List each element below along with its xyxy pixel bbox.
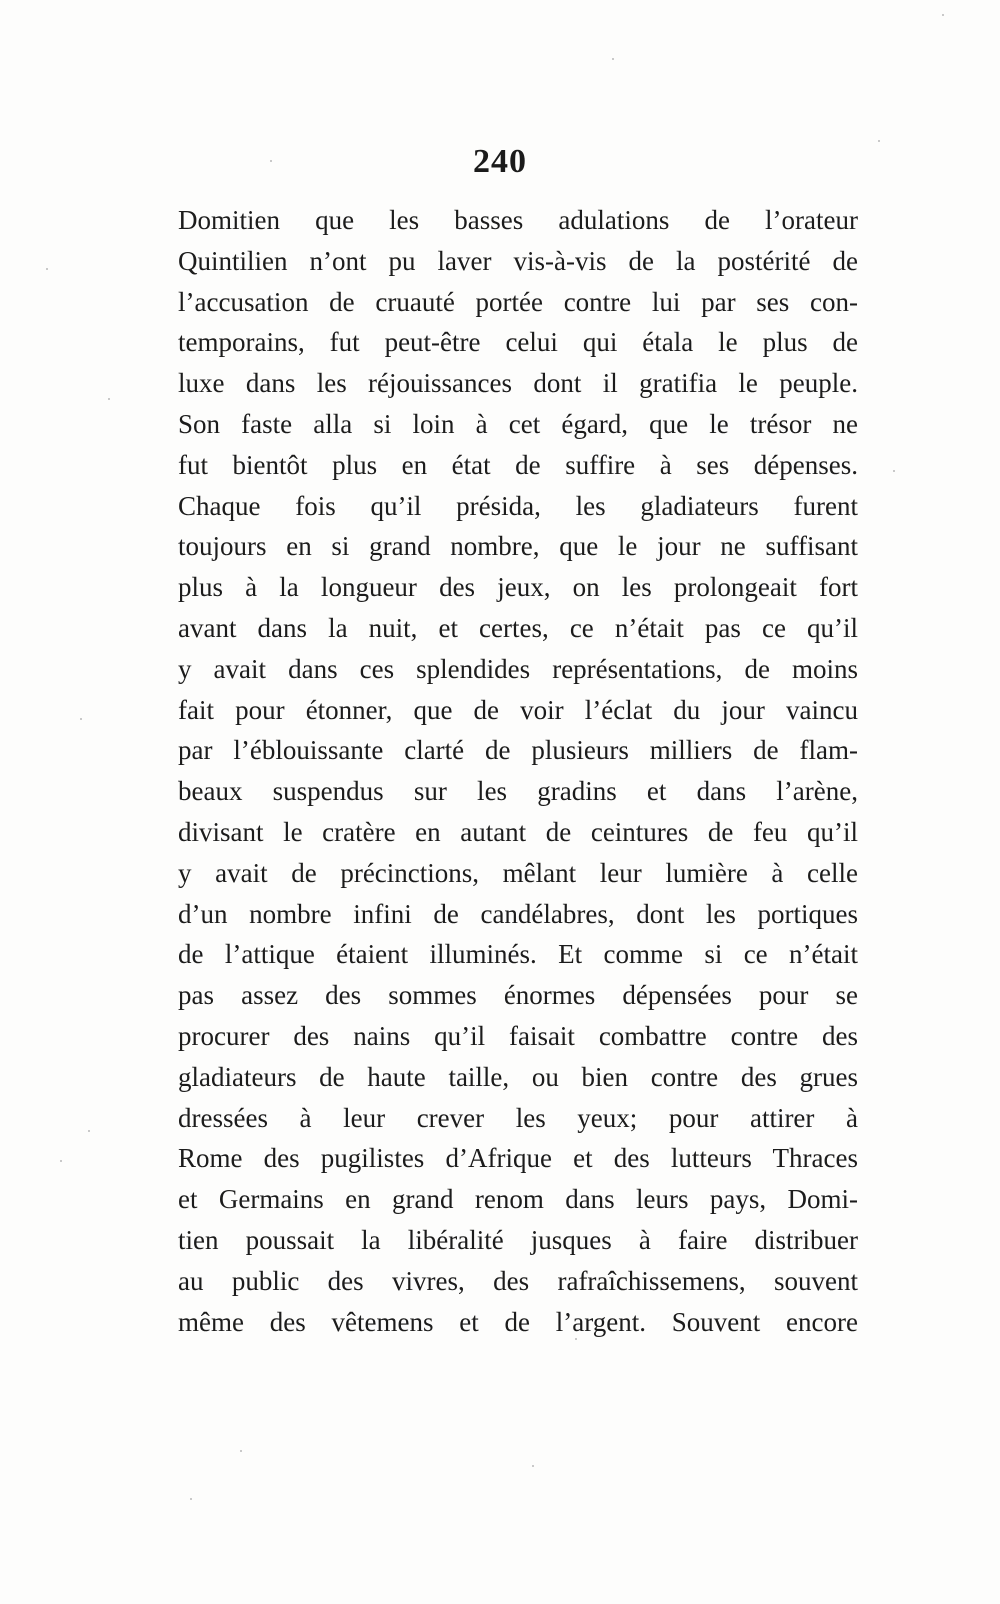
text-line: par l’éblouissante clarté de plusieurs milliers de flam- bbox=[178, 735, 858, 766]
text-line: temporains, fut peut-être celui qui étala le plus de bbox=[178, 327, 858, 358]
text-line: procurer des nains qu’il faisait combattre contre des bbox=[178, 1020, 858, 1051]
scan-speck bbox=[46, 268, 48, 270]
page-number: 240 bbox=[473, 143, 527, 180]
text-line: d’un nombre infini de candélabres, dont les portiques bbox=[178, 898, 858, 929]
text-line: Rome des pugilistes d’Afrique et des lutteurs Thraces bbox=[178, 1143, 858, 1174]
text-line: Chaque fois qu’il présida, les gladiateurs furent bbox=[178, 490, 858, 521]
scan-speck bbox=[575, 1338, 577, 1340]
text-line: et Germains en grand renom dans leurs pays, Domi- bbox=[178, 1184, 858, 1215]
text-line: fait pour étonner, que de voir l’éclat du jour vaincu bbox=[178, 694, 858, 725]
text-line: y avait dans ces splendides représentations, de moins bbox=[178, 653, 858, 684]
text-line: tien poussait la libéralité jusques à faire distribuer bbox=[178, 1224, 858, 1255]
scan-speck bbox=[80, 718, 82, 720]
text-line: dressées à leur crever les yeux; pour attirer à bbox=[178, 1102, 858, 1133]
text-line: divisant le cratère en autant de ceintures de feu qu’il bbox=[178, 816, 858, 847]
text-line: même des vêtemens et de l’argent. Souvent encore bbox=[178, 1306, 858, 1337]
scan-speck bbox=[60, 1160, 62, 1162]
scan-speck bbox=[88, 1130, 90, 1132]
text-line: Son faste alla si loin à cet égard, que le trésor ne bbox=[178, 408, 858, 439]
scan-speck bbox=[532, 1465, 534, 1467]
scan-speck bbox=[893, 470, 895, 472]
text-line: Quintilien n’ont pu laver vis-à-vis de la postérité de bbox=[178, 245, 858, 276]
scan-speck bbox=[878, 140, 880, 142]
text-line: toujours en si grand nombre, que le jour ne suffisant bbox=[178, 531, 858, 562]
text-line: gladiateurs de haute taille, ou bien contre des grues bbox=[178, 1061, 858, 1092]
text-line: de l’attique étaient illuminés. Et comme si ce n’était bbox=[178, 939, 858, 970]
scan-speck bbox=[270, 160, 272, 162]
scan-speck bbox=[190, 1498, 192, 1500]
text-line: beaux suspendus sur les gradins et dans l’arène, bbox=[178, 776, 858, 807]
text-line: au public des vivres, des rafraîchissemens, souvent bbox=[178, 1265, 858, 1296]
text-line: Domitien que les basses adulations de l’orateur bbox=[178, 205, 858, 235]
text-line: fut bientôt plus en état de suffire à ses dépenses. bbox=[178, 449, 858, 480]
text-line: avant dans la nuit, et certes, ce n’était pas ce qu’il bbox=[178, 612, 858, 643]
scan-speck bbox=[942, 14, 944, 16]
text-line: l’accusation de cruauté portée contre lui par ses con- bbox=[178, 286, 858, 317]
text-line: plus à la longueur des jeux, on les prolongeait fort bbox=[178, 572, 858, 603]
text-line: luxe dans les réjouissances dont il gratifia le peuple. bbox=[178, 368, 858, 399]
scan-speck bbox=[612, 58, 614, 60]
scan-speck bbox=[240, 1450, 242, 1452]
scan-speck bbox=[108, 398, 110, 400]
text-line: y avait de précinctions, mêlant leur lumière à celle bbox=[178, 857, 858, 888]
text-line: pas assez des sommes énormes dépensées pour se bbox=[178, 980, 858, 1011]
body-text bbox=[178, 200, 858, 1342]
